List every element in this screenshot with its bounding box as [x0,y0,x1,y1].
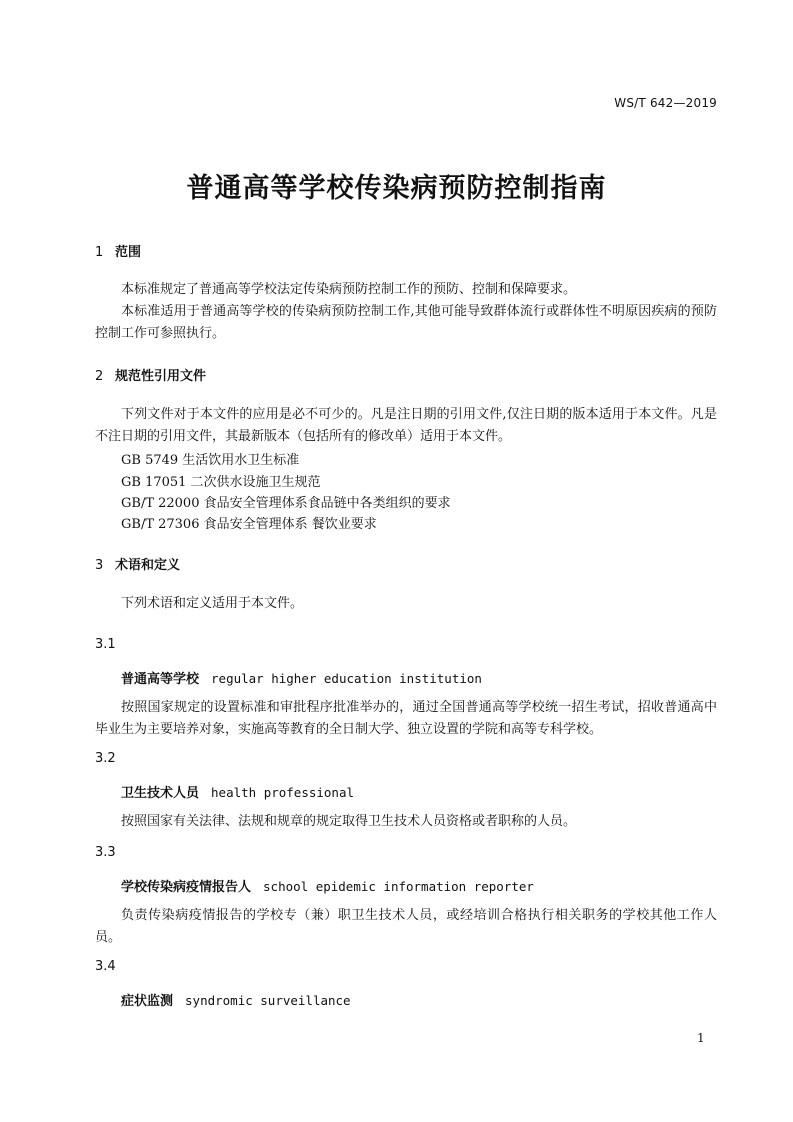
section-heading-terms-definitions [95,554,180,573]
section-number: 1 [95,245,104,260]
paragraph: 本标准规定了普通高等学校法定传染病预防控制工作的预防、控制和保障要求。 [121,282,577,297]
section-heading-scope [95,241,141,260]
section-title: 术语和定义 [115,558,181,573]
term-zh: 普通高等学校 [121,672,200,687]
term-definition: 负责传染病疫情报告的学校专（兼）职卫生技术人员，或经培训合格执行相关职务的学校其他工作人员。 [95,908,717,945]
term-zh: 症状监测 [121,994,174,1009]
term-entry [121,782,354,801]
term-en: regular higher education institution [211,671,482,686]
reference-item: GB/T 27306 食品安全管理体系 餐饮业要求 [121,517,377,532]
clause-number: 3.1 [95,637,116,652]
term-definition: 按照国家有关法律、法规和规章的规定取得卫生技术人员资格或者职称的人员。 [121,814,577,829]
document-title: 普通高等学校传染病预防控制指南 [186,173,607,204]
section-heading-normative-references [95,365,206,384]
clause-number: 3.3 [95,845,116,860]
section-title: 规范性引用文件 [115,369,207,384]
section-number: 2 [95,369,104,384]
term-entry [121,990,351,1009]
standard-number: WS/T 642—2019 [614,96,717,110]
term-en: school epidemic information reporter [263,879,534,894]
reference-item: GB/T 22000 食品安全管理体系食品链中各类组织的要求 [121,496,451,511]
term-zh: 卫生技术人员 [121,786,200,801]
term-zh: 学校传染病疫情报告人 [121,880,252,895]
paragraph: 下列文件对于本文件的应用是必不可少的。凡是注日期的引用文件,仅注日期的版本适用于本文件。凡是不注日期的引用文件，其最新版本（包括所有的修改单）适用于本文件。 [95,407,717,444]
clause-number: 3.4 [95,959,116,974]
reference-item: GB 5749 生活饮用水卫生标准 [121,453,300,468]
page-number: 1 [697,1031,705,1045]
section-number: 3 [95,558,104,573]
paragraph: 本标准适用于普通高等学校的传染病预防控制工作,其他可能导致群体流行或群体性不明原因疾病的预防控制工作可参照执行。 [95,304,717,341]
reference-item: GB 17051 二次供水设施卫生规范 [121,475,321,490]
section-title: 范围 [115,245,142,260]
clause-number: 3.2 [95,751,116,766]
term-en: health professional [211,785,355,800]
term-entry [121,668,482,687]
term-en: syndromic surveillance [185,993,351,1008]
term-definition: 按照国家规定的设置标准和审批程序批准举办的，通过全国普通高等学校统一招生考试，招收普通高中毕业生为主要培养对象，实施高等教育的全日制大学、独立设置的学院和高等专科学校。 [95,700,717,737]
term-entry [121,876,534,895]
paragraph: 下列术语和定义适用于本文件。 [121,596,304,611]
